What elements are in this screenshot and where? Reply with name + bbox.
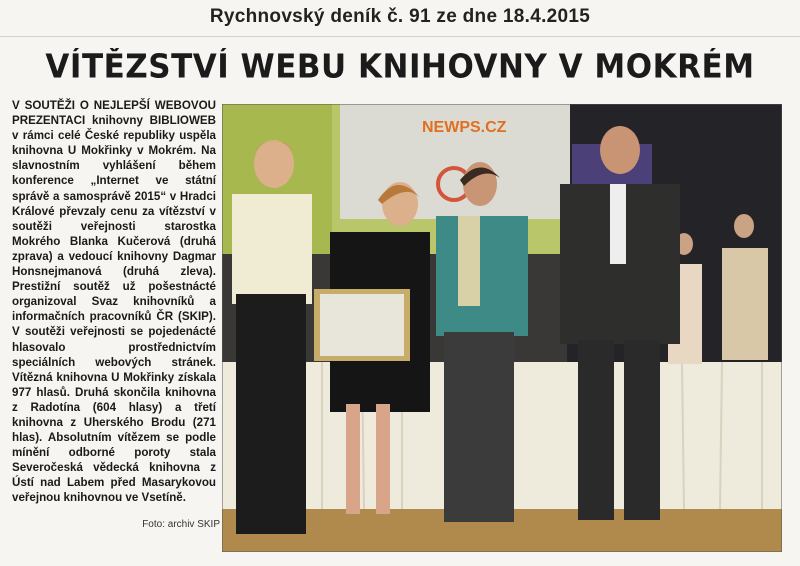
- article-headline: VÍTĚZSTVÍ WEBU KNIHOVNY V MOKRÉM: [45, 48, 755, 86]
- award-photo: [222, 104, 782, 552]
- photo-credit: Foto: archiv SKIP: [142, 519, 220, 530]
- article-text: [12, 98, 216, 518]
- article-lead: V SOUTĚŽI O NEJLEPŠÍ WEBOVOU PREZENTACI: [12, 99, 216, 128]
- article-body: knihovny BIBLIOWEB v rámci celé České republiky uspěla knihovna U Mokřinky v Mokrém. Na slavnostním vyhlášení během konference „Internet ve státní správě a samosprávě 2015“ v Hradci Králové převzaly cenu za vítězství v soutěži veřejnosti starostka Mokrého Blanka Kučerová (druhá zprava) a vedoucí knihovny Dagmar Honsnejmanová (druhá zleva). Prestižní soutěž už pošestnácté organizoval Svaz knihovníků a informačních pracovníků ČR (SKIP). V soutěži veřejnosti se pojedenácté hlasovalo prostřednictvím speciálních webových stránek. Vítězná knihovna U Mokřinky získala 977 hlasů. Druhá skončila knihovna z Radotína (604 hlasy) a třetí knihovna z Uherského Brodu (271 hlas). Absolutním vítězem se podle mínění odborné poroty stala Severočeská vědecká knihovna z Ústí nad Labem před Masarykovou veřejnou knihovnou ve Vsetíně.: [12, 114, 216, 505]
- banner-text: NEWPS.CZ: [422, 119, 507, 136]
- newspaper-source-header: Rychnovský deník č. 91 ze dne 18.4.2015: [209, 6, 591, 27]
- header-divider: [0, 36, 800, 37]
